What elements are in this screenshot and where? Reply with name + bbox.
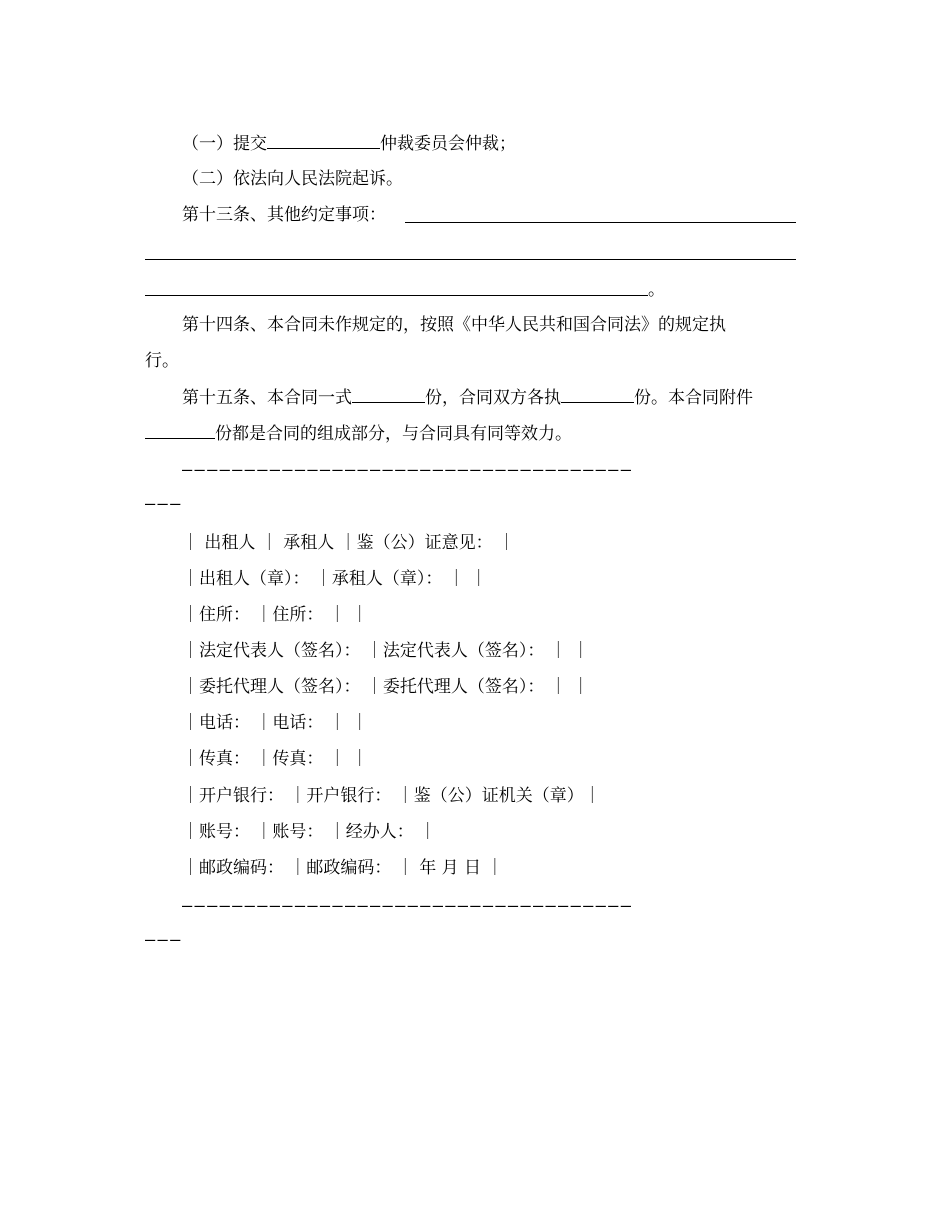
table-row: ｜开户银行： ｜开户银行： ｜鉴（公）证机关（章）｜	[182, 786, 601, 806]
table-row: ｜出租人（章）： ｜承租人（章）： ｜ ｜	[182, 569, 488, 589]
separator-top-line-1: ————————————————————————————————————	[182, 460, 634, 480]
article-13-label: 第十三条、其他约定事项：	[182, 205, 386, 225]
blank-arbitration-committee	[267, 133, 380, 149]
article-14-line-1: 第十四条、本合同未作规定的，按照《中华人民共和国合同法》的规定执	[182, 315, 726, 335]
article-15-part-1: 第十五条、本合同一式	[182, 388, 352, 408]
article-15-line-2	[145, 423, 572, 444]
table-row: ｜委托代理人（签名）： ｜委托代理人（签名）： ｜ ｜	[182, 677, 590, 697]
article-15-part-3: 份。本合同附件	[634, 388, 753, 408]
arbitration-option-1-prefix: （一）提交	[182, 134, 267, 154]
article-13-end: 。	[648, 280, 665, 300]
table-row: ｜法定代表人（签名）： ｜法定代表人（签名）： ｜ ｜	[182, 641, 590, 661]
table-row: ｜账号： ｜账号： ｜经办人： ｜	[182, 822, 437, 842]
separator-top-line-2: ———	[145, 494, 183, 514]
article-15-part-2: 份，合同双方各执	[425, 388, 561, 408]
blank-other-terms-line-2	[145, 259, 796, 260]
arbitration-option-2: （二）依法向人民法院起诉。	[182, 169, 403, 189]
table-row: ｜传真： ｜传真： ｜ ｜	[182, 749, 369, 769]
table-row: ｜ 出租人 ｜ 承租人 ｜鉴（公）证意见： ｜	[182, 533, 516, 553]
separator-bottom-line-2: ———	[145, 930, 183, 950]
blank-attachment-copies	[145, 423, 215, 439]
table-row: ｜邮政编码： ｜邮政编码： ｜ 年 月 日 ｜	[182, 858, 504, 878]
article-15-line-2-text: 份都是合同的组成部分，与合同具有同等效力。	[215, 424, 572, 444]
blank-other-terms-line-3	[145, 295, 648, 296]
blank-copies-each	[561, 387, 634, 403]
table-row: ｜电话： ｜电话： ｜ ｜	[182, 713, 369, 733]
arbitration-option-1-suffix: 仲裁委员会仲裁；	[380, 134, 516, 154]
blank-other-terms-line-1	[405, 222, 796, 223]
article-15-line-1	[182, 387, 753, 408]
separator-bottom-line-1: ————————————————————————————————————	[182, 896, 634, 916]
table-row: ｜住所： ｜住所： ｜ ｜	[182, 605, 369, 625]
arbitration-option-1	[182, 133, 516, 154]
article-14-line-2: 行。	[145, 351, 179, 371]
blank-copies-total	[352, 387, 425, 403]
